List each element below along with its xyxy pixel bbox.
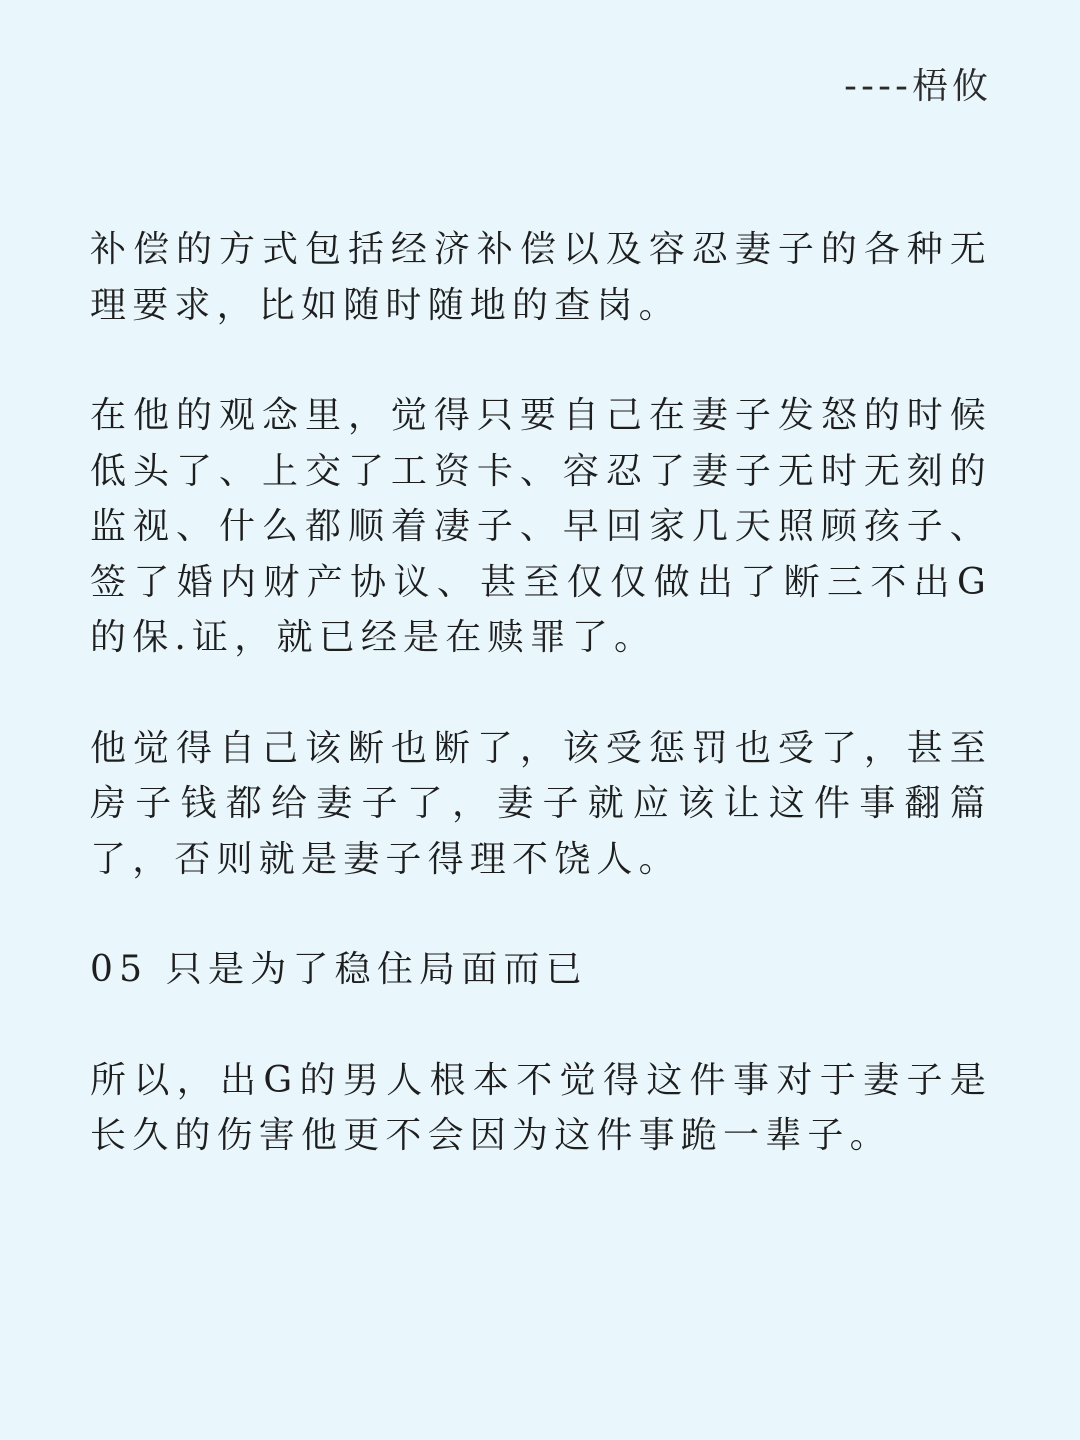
paragraph-atonement: 在他的观念里，觉得只要自己在妻子发怒的时候低头了、上交了工资卡、容忍了妻子无时无刻的监视、什么都顺着凄子、早回家几天照顾孩子、签了婚内财产协议、甚至仅仅做出了断三不出G的保.证，就已经是在赎罪了。 [90,395,992,658]
author-signature: ----梧攸 [844,66,992,107]
paragraph-expectation: 他觉得自己该断也断了，该受惩罚也受了，甚至房子钱都给妻子了，妻子就应该让这件事翻篇了，否则就是妻子得理不饶人。 [90,727,992,880]
section-heading: 05 只是为了稳住局面而已 [90,949,588,990]
paragraph-compensation: 补偿的方式包括经济补偿以及容忍妻子的各种无理要求，比如随时随地的查岗。 [90,229,992,326]
article-body [90,222,992,1219]
paragraph-conclusion: 所以，出G的男人根本不觉得这件事对于妻子是长久的伤害他更不会因为这件事跪一辈子。 [90,1059,992,1156]
